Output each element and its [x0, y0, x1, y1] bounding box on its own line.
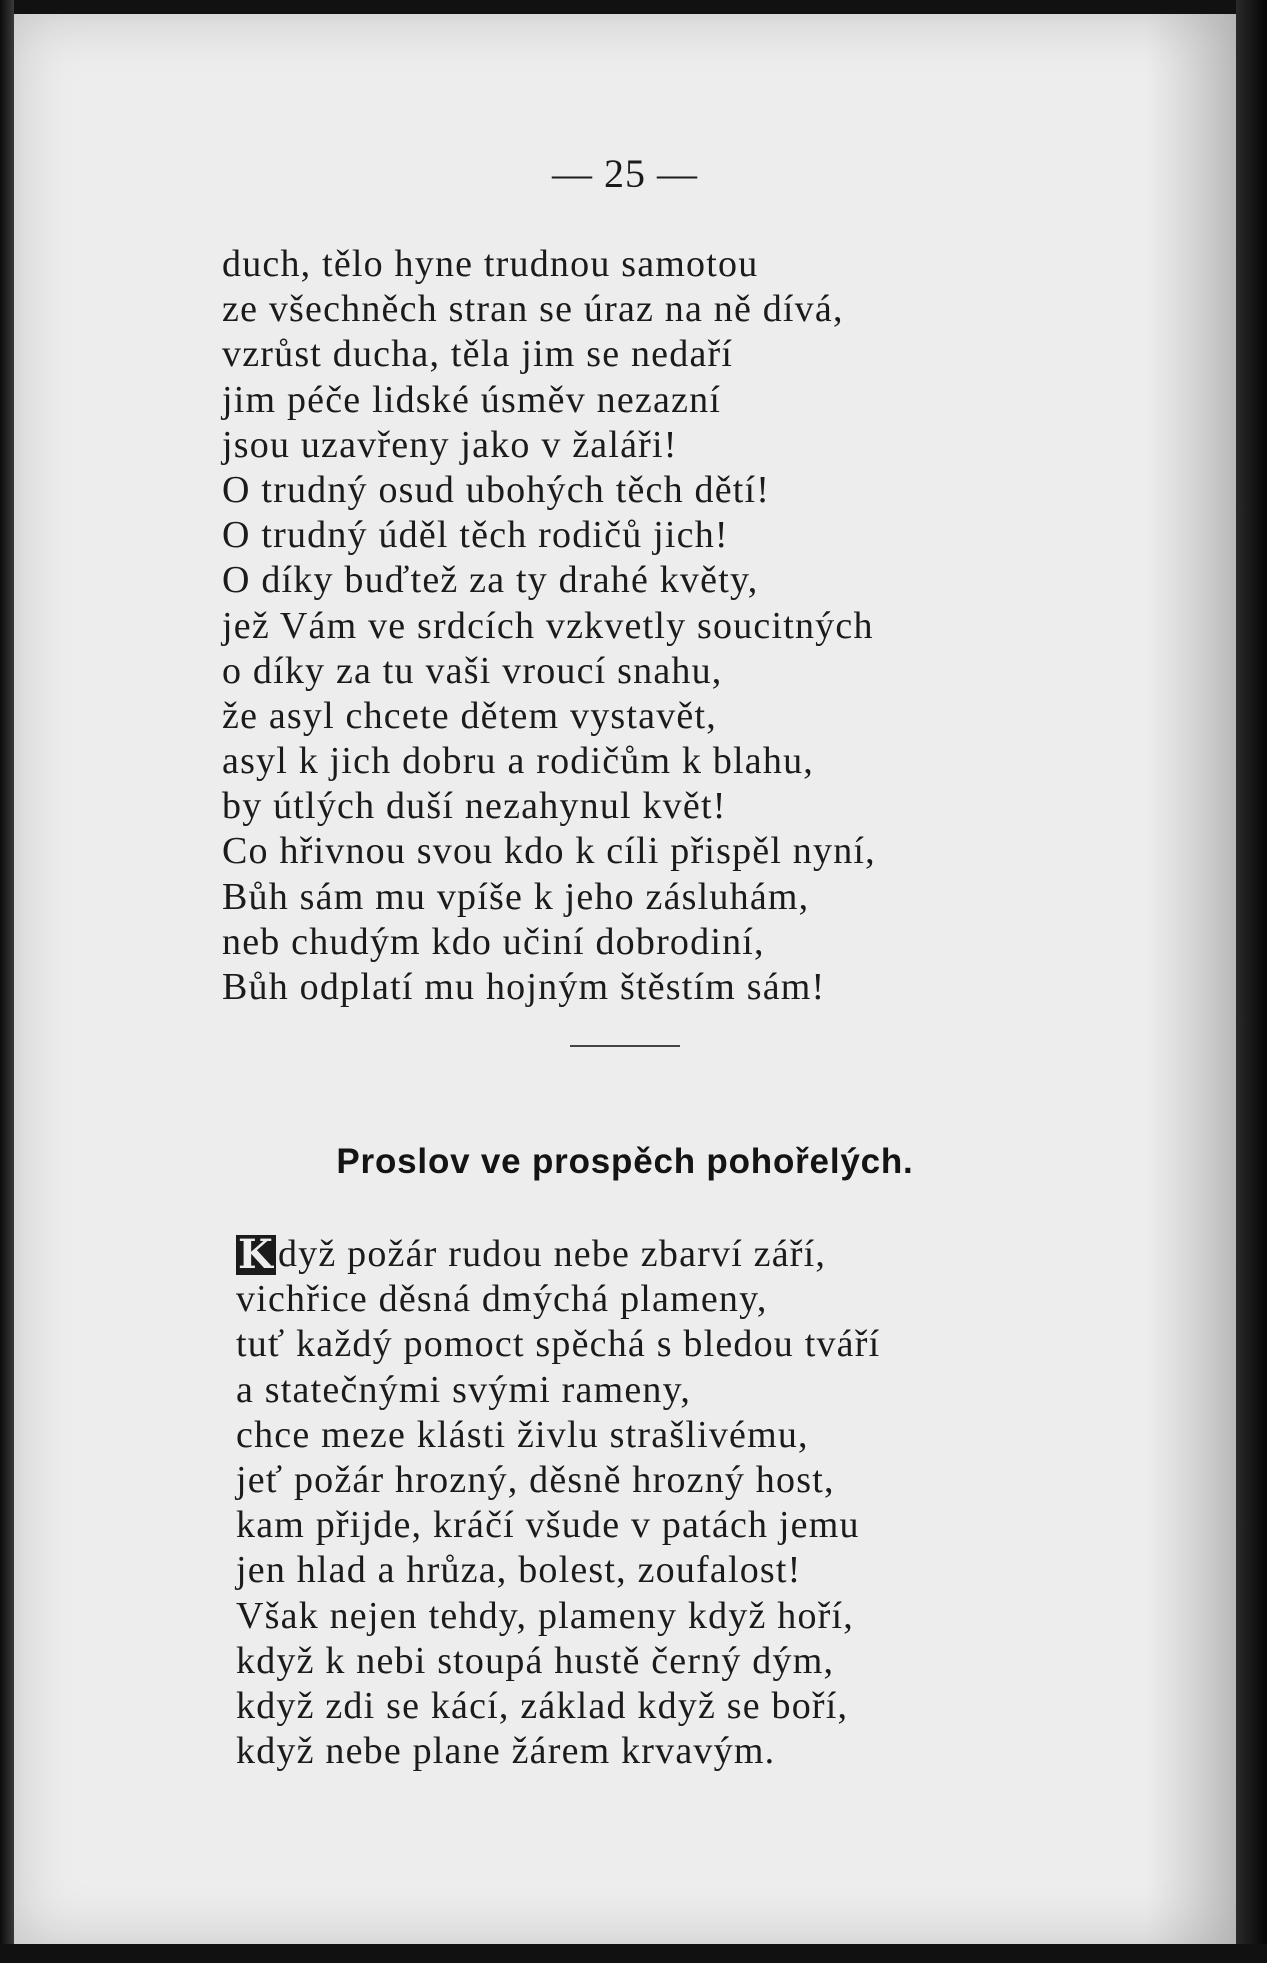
poem-line: by útlých duší nezahynul květ! [222, 785, 727, 828]
poem-line: jeť požár hrozný, děsně hrozný host, [236, 1458, 835, 1501]
poem-line: jen hlad a hrůza, bolest, zoufalost! [236, 1549, 802, 1592]
poem-line: a statečnými svými rameny, [236, 1368, 692, 1411]
poem-line: O trudný úděl těch rodičů jich! [222, 514, 729, 557]
poem-line: jsou uzavřeny jako v žaláři! [222, 423, 678, 466]
poem-proslov [236, 1232, 880, 1774]
poem-line: Však nejen tehdy, plameny když hoří, [236, 1594, 854, 1637]
poem-line: Bůh sám mu vpíše k jeho zásluhám, [222, 875, 810, 918]
section-heading: Proslov ve prospěch pohořelých. [336, 1142, 914, 1181]
poem-line: O díky buďtež za ty drahé květy, [222, 559, 759, 602]
poem-first-line [236, 1232, 880, 1277]
poem-line: kam přijde, kráčí všude v patách jemu [236, 1504, 860, 1547]
section-divider [570, 1045, 680, 1047]
scan-border-bottom [0, 1944, 1267, 1963]
poem-line: jež Vám ve srdcích vzkvetly soucitných [222, 604, 874, 647]
scan-border-left [0, 0, 14, 1963]
poem-line: tuť každý pomoct spěchá s bledou tváří [236, 1323, 881, 1366]
scan-border-top [0, 0, 1267, 14]
poem-line: když nebe plane žárem krvavým. [236, 1730, 776, 1773]
page-number: — 25 — [552, 151, 698, 196]
poem-line: když zdi se kácí, základ když se boří, [236, 1684, 849, 1727]
poem-line: o díky za tu vaši vroucí snahu, [222, 649, 723, 692]
poem-line: chce meze klásti živlu strašlivému, [236, 1413, 809, 1456]
poem-line: vichřice děsná dmýchá plameny, [236, 1278, 768, 1321]
poem-line: vzrůst ducha, těla jim se nedaří [222, 333, 734, 376]
poem-line: duch, tělo hyne trudnou samotou [222, 243, 759, 285]
poem-line: že asyl chcete dětem vystavět, [222, 694, 717, 737]
poem-line: ze všechněch stran se úraz na ně dívá, [222, 288, 844, 331]
poem-continued [222, 242, 876, 1010]
poem-line: Bůh odplatí mu hojným štěstím sám! [222, 966, 826, 1008]
poem-line: O trudný osud ubohých těch dětí! [222, 468, 771, 511]
dropcap-letter: K [238, 1231, 274, 1278]
poem-line: neb chudým kdo učiní dobrodiní, [222, 920, 765, 963]
poem-line: asyl k jich dobru a rodičům k blahu, [222, 740, 814, 783]
page-gutter-shadow [1146, 14, 1236, 1944]
poem-line: Co hřivnou svou kdo k cíli přispěl nyní, [222, 830, 876, 873]
scan-border-right [1236, 0, 1267, 1963]
poem-line: když k nebi stoupá hustě černý dým, [236, 1639, 835, 1682]
book-page [14, 14, 1236, 1944]
poem-line: jim péče lidské úsměv nezazní [222, 378, 722, 421]
poem-line-text: dyž požár rudou nebe zbarví září, [277, 1233, 827, 1275]
